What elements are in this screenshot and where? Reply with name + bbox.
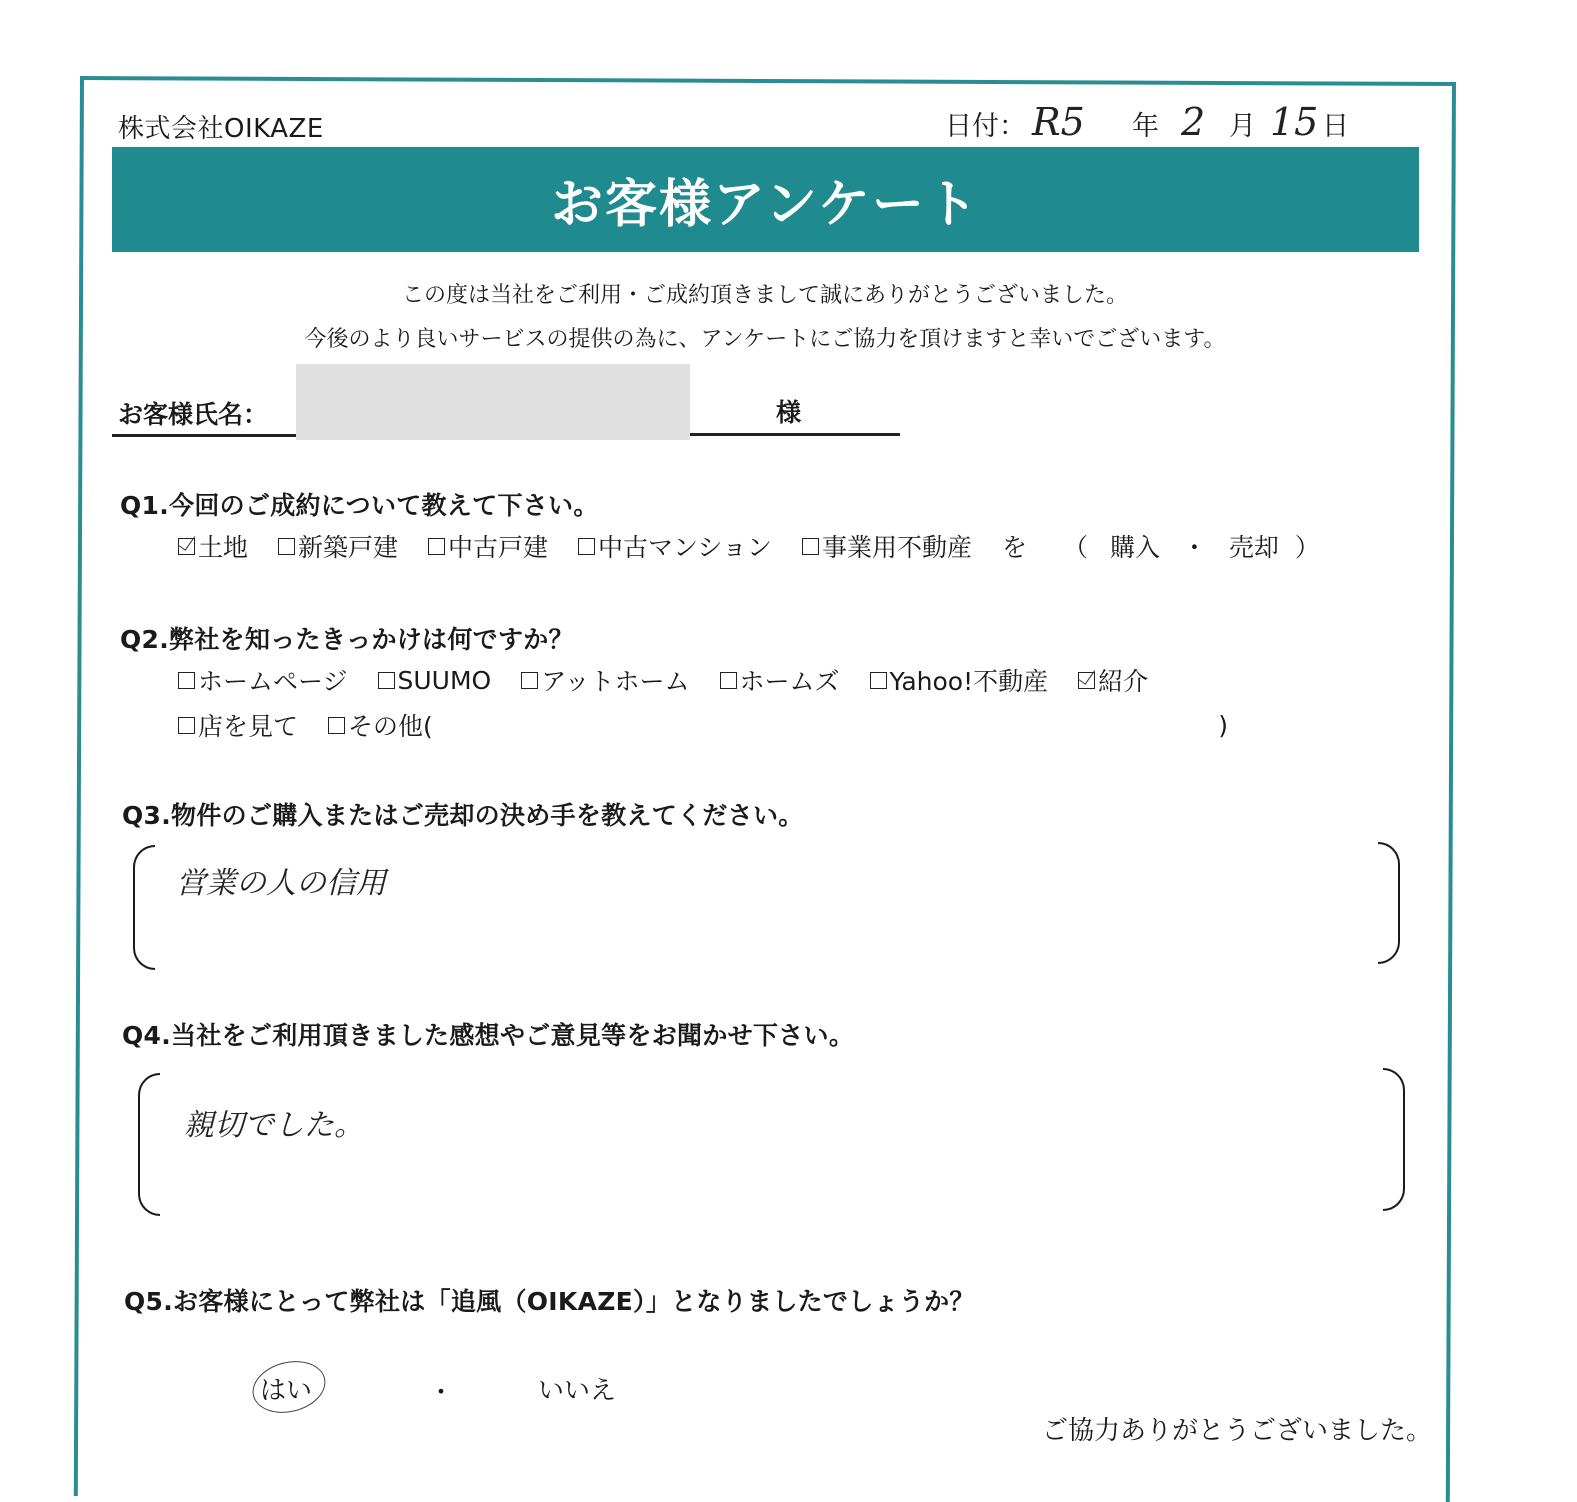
q2-options-row2: [178, 707, 1228, 743]
customer-name-redacted[interactable]: [296, 364, 690, 440]
intro-line-2: 今後のより良いサービスの提供の為に、アンケートにご協力を頂けますと幸いでございます。: [304, 327, 1226, 352]
q1-particle: を: [1001, 533, 1027, 562]
q4-answer[interactable]: 親切でした。: [184, 1108, 364, 1143]
q2-options-row1: [178, 662, 1148, 698]
q1-option-used-house[interactable]: 中古戸建: [428, 528, 548, 564]
checkbox-icon[interactable]: [328, 717, 345, 734]
q4-bracket-left: [138, 1073, 160, 1216]
company-name: 株式会社OIKAZE: [118, 114, 324, 144]
q4-question: Q4.当社をご利用頂きました感想やご意見等をお聞かせ下さい。: [122, 1021, 855, 1050]
date-month[interactable]: 2: [1181, 100, 1206, 144]
honorific-label: 様: [776, 398, 802, 427]
intro-line-1: この度は当社をご利用・ご成約頂きまして誠にありがとうございました。: [401, 283, 1128, 308]
checkbox-icon[interactable]: [870, 672, 887, 689]
q2-other-close: ): [1218, 710, 1228, 740]
checkbox-icon[interactable]: [578, 538, 595, 555]
q2-option-yahoo[interactable]: Yahoo!不動産: [870, 662, 1049, 698]
checkbox-icon[interactable]: [178, 717, 195, 734]
date-field: [945, 100, 1349, 144]
q5-option-no[interactable]: いいえ: [538, 1376, 617, 1406]
checkbox-icon[interactable]: [378, 672, 395, 689]
page-title: お客様アンケート: [551, 175, 980, 235]
q1-option-used-condo[interactable]: 中古マンション: [578, 528, 772, 564]
checkbox-icon[interactable]: [720, 672, 737, 689]
date-day[interactable]: 15: [1270, 100, 1319, 144]
q1-option-commercial[interactable]: 事業用不動産: [802, 528, 972, 564]
name-underline-right: [690, 433, 900, 436]
checkbox-icon[interactable]: [521, 672, 538, 689]
checkbox-icon[interactable]: [278, 538, 295, 555]
checkbox-icon[interactable]: [178, 672, 195, 689]
q2-option-homes[interactable]: ホームズ: [720, 662, 840, 698]
q1-options: [178, 528, 1320, 564]
q2-option-athome[interactable]: アットホーム: [521, 662, 689, 698]
customer-name-label: お客様氏名：: [118, 400, 269, 429]
q1-purpose: （ 購入 ・ 売却 ）: [1062, 533, 1320, 562]
checkbox-checked-icon[interactable]: [178, 538, 195, 555]
q2-option-homepage[interactable]: ホームページ: [178, 662, 348, 698]
day-label: 日: [1322, 111, 1349, 142]
q2-option-suumo[interactable]: SUUMO: [378, 666, 492, 695]
q4-bracket-right: [1383, 1068, 1405, 1211]
checkbox-icon[interactable]: [802, 538, 819, 555]
date-era-year[interactable]: R5: [1032, 100, 1085, 144]
purpose-sell[interactable]: 売却: [1228, 533, 1279, 562]
q2-question: Q2.弊社を知ったきっかけは何ですか？: [120, 625, 574, 654]
q3-bracket-right: [1378, 842, 1400, 964]
q3-answer[interactable]: 営業の人の信用: [176, 866, 386, 901]
q2-option-other[interactable]: その他(: [328, 707, 433, 743]
q1-option-land[interactable]: 土地: [178, 528, 248, 564]
q1-option-new-house[interactable]: 新築戸建: [278, 528, 398, 564]
month-label: 月: [1229, 111, 1256, 142]
q1-question: Q1.今回のご成約について教えて下さい。: [120, 491, 599, 520]
checkbox-checked-icon[interactable]: [1078, 672, 1095, 689]
checkbox-icon[interactable]: [428, 538, 445, 555]
date-label: 日付：: [945, 111, 1026, 142]
q3-question: Q3.物件のご購入またはご売却の決め手を教えてください。: [122, 801, 804, 830]
q2-option-referral[interactable]: 紹介: [1078, 662, 1148, 698]
title-banner: [112, 147, 1419, 252]
q3-bracket-left: [133, 845, 155, 970]
q2-option-store[interactable]: 店を見て: [178, 707, 298, 743]
footer-thanks: ご協力ありがとうございました。: [1042, 1416, 1433, 1446]
q5-separator: ・: [428, 1378, 455, 1408]
year-label: 年: [1132, 111, 1159, 142]
name-underline-left: [112, 434, 298, 437]
purpose-buy[interactable]: 購入: [1109, 533, 1160, 562]
q5-question: Q5.お客様にとって弊社は「追風（OIKAZE）」となりましたでしょうか？: [124, 1287, 975, 1316]
